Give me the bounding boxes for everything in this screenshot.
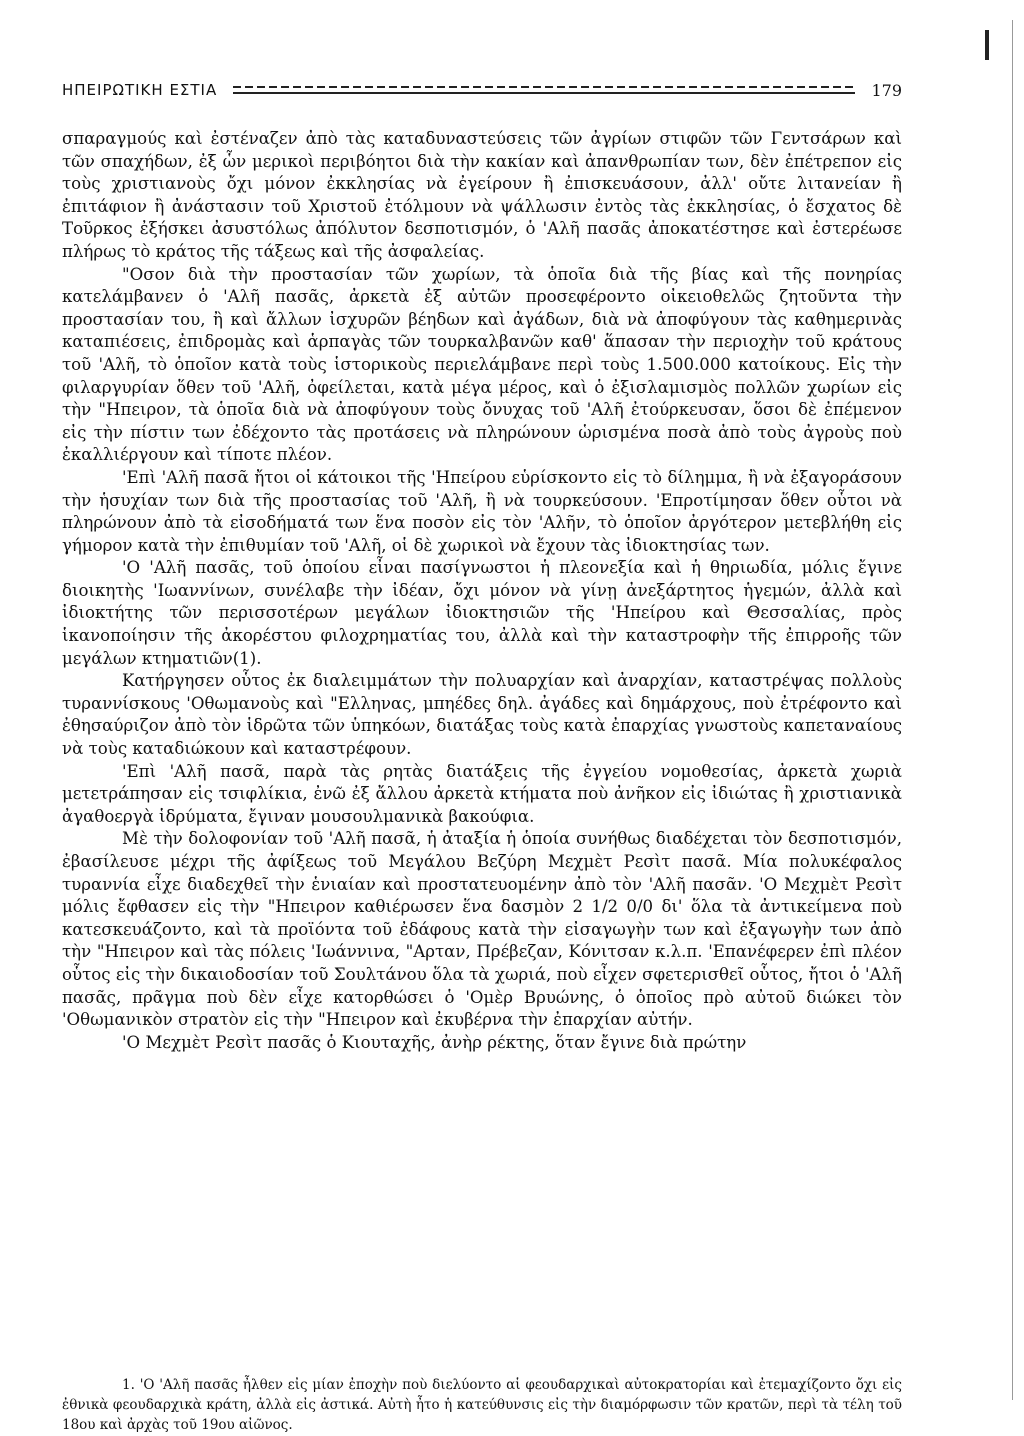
paragraph: σπαραγμούς καὶ ἐστέναζεν ἀπὸ τὰς καταδυναστεύσεις τῶν ἀγρίων στιφῶν τῶν Γεντσάρων καὶ τῶν σπαχήδων, ἐξ ὧν μερικοὶ περιβόητοι διὰ τὴν κακίαν καὶ ἀπανθρωπίαν των, δὲν ἐπέτρεπον εἰς τοὺς χριστιανοὺς ὄχι μόνον ἐκκλησίας νὰ ἐγείρουν ἢ ἐπισκευάσουν, ἀλλ' οὔτε λιτανείαν ἢ ἐπιτάφιον ἢ ἀνάστασιν τοῦ Χριστοῦ ἐτόλμουν νὰ ψάλλωσιν ἐντὸς τὰς ἐκκλησίας, ὁ ἔσχατος δὲ Τοῦρκος ἐξήσκει ἀσυστόλως ἀπόλυτον δεσποτισμόν, ὁ 'Αλῆ πασᾶς ἀποκατέστησε καὶ ἐστερέωσε πλήρως τὸ κράτος τῆς τάξεως καὶ τῆς ἀσφαλείας. xyxy=(62,129,902,261)
paragraph: Μὲ τὴν δολοφονίαν τοῦ 'Αλῆ πασᾶ, ἡ ἀταξία ἡ ὁποία συνήθως διαδέχεται τὸν δεσποτισμόν, ἐβασίλευσε μέχρι τῆς ἀφίξεως τοῦ Μεγάλου Βεζύρη Μεχμὲτ Ρεσὶτ πασᾶ. Μία πολυκέφαλος τυραννία εἶχε διαδεχθεῖ τὴν ἑνιαίαν καὶ προστατευομένην ἀπὸ τὸν 'Αλῆ πασᾶν. 'Ο Μεχμὲτ Ρεσὶτ μόλις ἔφθασεν εἰς τὴν "Ηπειρον καθιέρωσεν ἕνα δασμὸν 2 1/2 0/0 δι' ὅλα τὰ ἀντικείμενα ποὺ κατεσκευάζοντο, καὶ τὰ προϊόντα τοῦ ἐδάφους κατὰ τὴν εἰσαγωγὴν των καὶ ἐξαγωγὴν των ἀπὸ τὴν "Ηπειρον καὶ τὰς πόλεις 'Ιωάννινα, "Αρταν, Πρέβεζαν, Κόνιτσαν κ.λ.π. 'Επανέφερεν ἐπὶ πλέον οὗτος εἰς τὴν δικαιοδοσίαν τοῦ Σουλτάνου ὅλα τὰ χωριά, ποὺ εἶχεν σφετερισθεῖ οὗτος, ἤτοι ὁ 'Αλῆ πασᾶς, πρᾶγμα ποὺ δὲν εἶχε κατορθώσει ὁ 'Ομὲρ Βρυώνης, ὁ ὁποῖος πρὸ αὐτοῦ διώκει τὸν 'Οθωμανικὸν στρατὸν εἰς τὴν "Ηπειρον καὶ ἐκυβέρνα τὴν ἐπαρχίαν αὐτήν. xyxy=(62,829,902,1030)
header-ornamental-rule xyxy=(233,86,855,94)
main-text xyxy=(62,128,902,1054)
paragraph: 'Ο Μεχμὲτ Ρεσὶτ πασᾶς ὁ Κιουταχῆς, ἀνὴρ ρέκτης, ὅταν ἔγινε διὰ πρώτην xyxy=(122,1032,747,1052)
journal-title: ΗΠΕΙΡΩΤΙΚΗ ΕΣΤΙΑ xyxy=(62,81,218,99)
paragraph: Κατήργησεν οὗτος ἐκ διαλειμμάτων τὴν πολυαρχίαν καὶ ἀναρχίαν, καταστρέψας πολλοὺς τυραννίσκους 'Οθωμανοὺς καὶ "Ελληνας, μπηέδες δηλ. ἀγάδες καὶ δημάρχους, ποὺ ἐτρέφοντο καὶ ἐθησαύριζον ἀπὸ τὸν ἱδρῶτα τῶν ὑπηκόων, διατάξας τοὺς κατὰ ἐπαρχίας γνωστοὺς καπεταναίους νὰ τοὺς καταδιώκουν καὶ καταστρέφουν. xyxy=(62,671,902,759)
footnote-text: 1. 'Ο 'Αλῆ πασᾶς ἦλθεν εἰς μίαν ἐποχὴν ποὺ διελύοντο αἱ φεουδαρχικαὶ αὐτοκρατορίαι καὶ ἐτεμαχίζοντο ὄχι εἰς ἐθνικὰ φεουδαρχικὰ κράτη, ἀλλὰ εἰς ἀστικά. Αὐτὴ ἦτο ἡ κατεύθυνσις εἰς τὴν διαμόρφωσιν τῶν κρατῶν, περὶ τὰ τέλη τοῦ 18ου καὶ ἀρχὰς τοῦ 19ου αἰῶνος. xyxy=(62,1377,902,1433)
footnote xyxy=(62,1375,902,1435)
paragraph: 'Επὶ 'Αλῆ πασᾶ ἤτοι οἱ κάτοικοι τῆς 'Ηπείρου εὑρίσκοντο εἰς τὸ δίλημμα, ἢ νὰ ἐξαγοράσουν τὴν ἡσυχίαν των διὰ τῆς προστασίας τοῦ 'Αλῆ, ἢ νὰ τουρκεύσουν. 'Επροτίμησαν ὅθεν οὗτοι νὰ πληρώνουν ἀπὸ τὰ εἰσοδήματά των ἕνα ποσὸν εἰς τὸν 'Αλῆν, τὸ ὁποῖον ἀργότερον μετεβλήθη εἰς γήμορον κατὰ τὴν ἐπιθυμίαν τοῦ 'Αλῆ, οἱ δὲ χωρικοὶ νὰ ἔχουν τὰς ἰδιοκτησίας των. xyxy=(62,467,902,555)
running-header xyxy=(62,78,902,102)
page-number: 179 xyxy=(871,80,902,100)
paragraph: 'Επὶ 'Αλῆ πασᾶ, παρὰ τὰς ρητὰς διατάξεις τῆς ἐγγείου νομοθεσίας, ἀρκετὰ χωριὰ μετετράπησαν εἰς τσιφλίκια, ἐνῶ ἐξ ἄλλου ἀρκετὰ κτήματα ποὺ ἀνῆκον εἰς ἰδιώτας ἢ χριστιανικὰ ἀγαθοεργὰ ἱδρύματα, ἔγιναν μουσουλμανικὰ βακούφια. xyxy=(62,761,902,826)
paragraph: "Οσον διὰ τὴν προστασίαν τῶν χωρίων, τὰ ὁποῖα διὰ τῆς βίας καὶ τῆς πονηρίας κατελάμβανεν ὁ 'Αλῆ πασᾶς, ἀρκετὰ ἐξ αὐτῶν προσεφέροντο οἰκειοθελῶς ζητοῦντα τὴν προστασίαν του, ἢ καὶ ἄλλων ἰσχυρῶν βέηδων καὶ ἀγάδων, διὰ νὰ ἀποφύγουν τὰς καθημερινὰς καταπιέσεις, ἐπιδρομὰς καὶ ἁρπαγὰς τῶν τουρκαλβανῶν καθ' ἅπασαν τὴν περιοχὴν τοῦ κράτους τοῦ 'Αλῆ, τὸ ὁποῖον κατὰ τοὺς ἱστορικοὺς περιελάμβανε περὶ τοὺς 1.500.000 κατοίκους. Εἰς τὴν φιλαργυρίαν ὅθεν τοῦ 'Αλῆ, ὀφείλεται, κατὰ μέγα μέρος, καὶ ὁ ἐξισλαμισμὸς πολλῶν χωρίων εἰς τὴν "Ηπειρον, τὰ ὁποῖα διὰ νὰ ἀποφύγουν τοὺς ὄνυχας τοῦ 'Αλῆ ἐτούρκευσαν, ὅσοι δὲ ἐπέμενον εἰς τὴν πίστιν των ἐδέχοντο τὰς προτάσεις νὰ πληρώνουν ὡρισμένα ποσὰ ἀπὸ τοὺς ἀγροὺς ποὺ ἐκαλλιέργουν καὶ τίποτε πλέον. xyxy=(62,264,902,465)
paragraph: 'Ο 'Αλῆ πασᾶς, τοῦ ὁποίου εἶναι πασίγνωστοι ἡ πλεονεξία καὶ ἡ θηριωδία, μόλις ἔγινε διοικητὴς 'Ιωαννίνων, συνέλαβε τὴν ἰδέαν, ὄχι μόνον νὰ γίνῃ ἀνεξάρτητος ἡγεμών, ἀλλὰ καὶ ἰδιοκτήτης τῶν περισσοτέρων μεγάλων ἰδιοκτησιῶν τῆς 'Ηπείρου καὶ Θεσσαλίας, πρὸς ἱκανοποίησιν τῆς ἀκορέστου φιλοχρηματίας του, ἀλλὰ καὶ τὴν καταστροφὴν τῆς ἐπιρροῆς τῶν μεγάλων κτηματιῶν(1). xyxy=(62,558,902,668)
scan-edge-mark xyxy=(985,30,989,60)
scan-edge-line xyxy=(1012,20,1013,1400)
